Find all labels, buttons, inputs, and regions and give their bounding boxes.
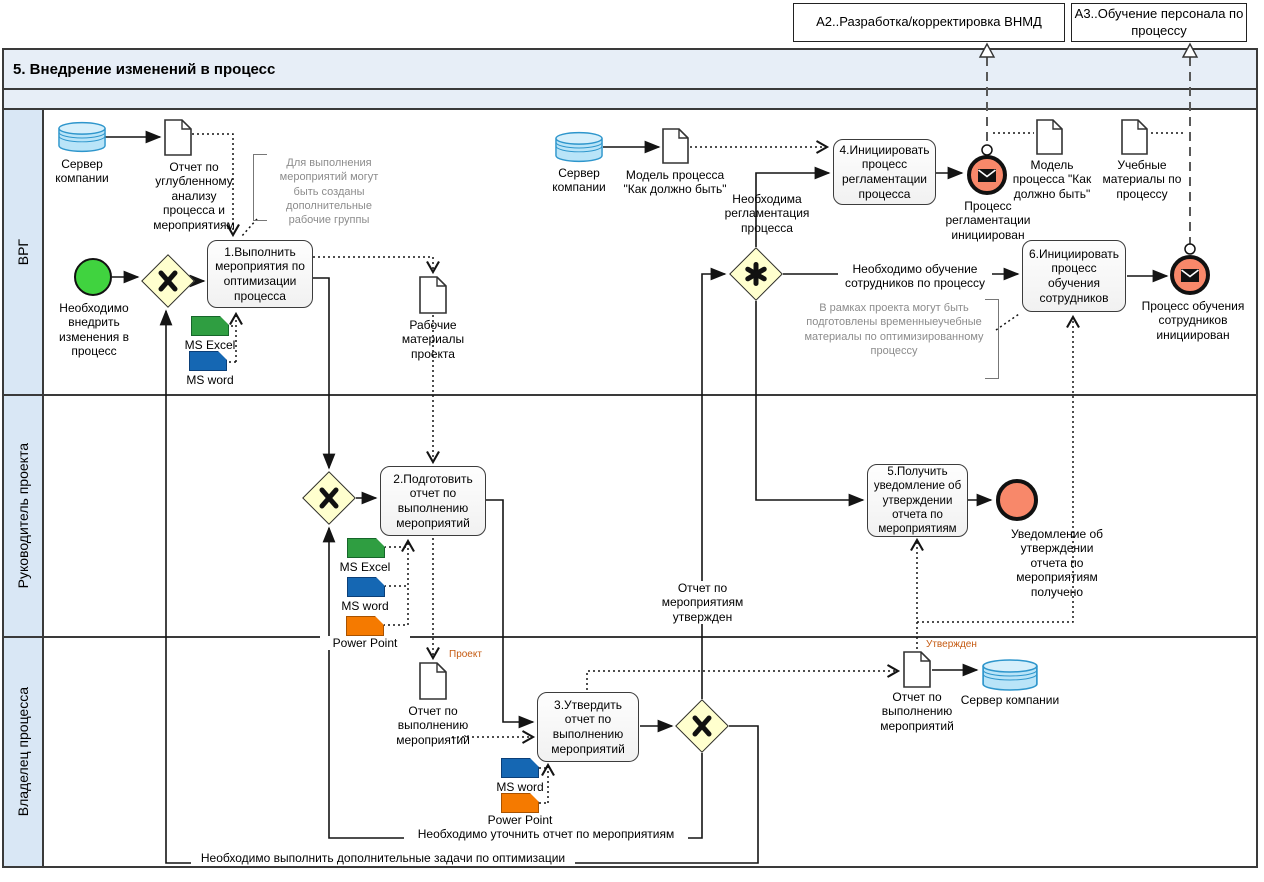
ms-excel-label-1: MS Excel bbox=[184, 338, 236, 352]
report-analysis-label: Отчет по углубленному анализу процесса и мероприятиям bbox=[153, 160, 235, 232]
xor-gateway-2-glyph bbox=[303, 472, 355, 524]
assoc-note2-task6 bbox=[996, 314, 1019, 330]
flow-label-need-training: Необходимо обучение сотрудников по процессу bbox=[838, 262, 992, 291]
end-notification-label: Уведомление об утверждении отчета по мероприятиям получено bbox=[1010, 527, 1104, 599]
task-5[interactable] bbox=[867, 464, 968, 537]
ms-word-label-3: MS word bbox=[496, 780, 544, 794]
link-anchor-circle-2 bbox=[1185, 244, 1195, 254]
ms-excel-folder-icon-1[interactable] bbox=[191, 316, 229, 336]
lane-project-manager-label: Руководитель проекта bbox=[15, 443, 31, 589]
data-object-report-analysis[interactable] bbox=[164, 119, 192, 156]
data-object-report-draft[interactable] bbox=[419, 662, 447, 700]
powerpoint-folder-icon-2[interactable] bbox=[346, 616, 384, 636]
tag-draft: Проект bbox=[449, 649, 482, 660]
ms-word-label-2: MS word bbox=[341, 599, 389, 613]
server2-label: Сервер компании bbox=[552, 166, 606, 195]
ms-excel-folder-icon-2[interactable] bbox=[347, 538, 385, 558]
asterisk-icon bbox=[744, 262, 768, 286]
task-5-label: 5.Получить уведомление об утверждении отчета по мероприятиям bbox=[873, 466, 962, 535]
database-cylinder-icon bbox=[58, 121, 106, 153]
task-1-label: 1.Выполнить мероприятия по оптимизации процесса bbox=[215, 244, 305, 303]
annotation-bracket-1 bbox=[253, 154, 267, 221]
data-object-work-materials[interactable] bbox=[419, 276, 447, 314]
start-event[interactable] bbox=[74, 258, 112, 296]
database-cylinder-icon bbox=[982, 659, 1038, 691]
external-process-a2[interactable] bbox=[793, 3, 1065, 42]
powerpoint-label-2: Power Point bbox=[320, 636, 410, 650]
powerpoint-folder-icon-3[interactable] bbox=[501, 793, 539, 813]
task-6-label: 6.Инициировать процесс обучения сотрудников bbox=[1029, 246, 1119, 305]
ms-word-folder-icon-2[interactable] bbox=[347, 577, 385, 597]
annotation-note-2: В рамках проекта могут быть подготовлены временныеучебные материалы по оптимизированному процессу bbox=[804, 302, 984, 357]
server3-label: Сервер компании bbox=[960, 693, 1060, 707]
xor-gateway-3-glyph bbox=[676, 700, 728, 752]
powerpoint-label-3: Power Point bbox=[487, 813, 553, 827]
open-triangle-a2 bbox=[980, 44, 994, 57]
end-reglamentation-label: Процесс регламентации инициирован bbox=[945, 199, 1031, 242]
flow-label-need-clarify: Необходимо уточнить отчет по мероприятиям bbox=[404, 827, 688, 841]
data-object-training-materials[interactable] bbox=[1121, 119, 1148, 155]
ms-word-folder-icon-1[interactable] bbox=[189, 351, 227, 371]
tag-approved: Утвержден bbox=[926, 639, 977, 650]
training-materials-label: Учебные материалы по процессу bbox=[1102, 158, 1182, 201]
assoc-note1-task1 bbox=[241, 219, 257, 237]
lane-vrg-label: ВРГ bbox=[15, 238, 31, 266]
data-object-report-approved[interactable] bbox=[903, 651, 931, 688]
server1-label: Сервер компании bbox=[55, 157, 109, 186]
flow-label-report-approved: Отчет по мероприятиям утвержден bbox=[656, 581, 749, 624]
task-2[interactable] bbox=[380, 466, 486, 536]
work-materials-label: Рабочие материалы проекта bbox=[401, 318, 465, 361]
flow-task2-task3 bbox=[486, 500, 533, 722]
ms-word-folder-icon-3[interactable] bbox=[501, 758, 539, 778]
flow-label-need-reglamentation: Необходима регламентация процесса bbox=[724, 192, 810, 235]
start-event-label: Необходимо внедрить изменения в процесс bbox=[59, 301, 129, 359]
external-process-a3[interactable] bbox=[1071, 3, 1247, 42]
database-server-company-2[interactable] bbox=[555, 131, 603, 163]
lane-process-owner-label: Владелец процесса bbox=[15, 687, 31, 817]
xor-gateway-1-glyph bbox=[142, 255, 194, 307]
process-model-2-label: Модель процесса "Как должно быть" bbox=[1012, 158, 1092, 201]
report-draft-label: Отчет по выполнению мероприятий bbox=[396, 704, 470, 747]
x-icon bbox=[318, 487, 340, 509]
end-training-label: Процесс обучения сотрудников инициирован bbox=[1141, 299, 1245, 342]
document-icon bbox=[419, 276, 447, 314]
database-server-company-3[interactable] bbox=[982, 659, 1038, 691]
document-icon bbox=[419, 662, 447, 700]
flow-gw3-complexgw bbox=[702, 274, 725, 699]
document-icon bbox=[903, 651, 931, 688]
process-model-1-label: Модель процесса "Как должно быть" bbox=[623, 168, 727, 197]
ms-excel-label-2: MS Excel bbox=[339, 560, 391, 574]
task-3-label: 3.Утвердить отчет по выполнению мероприятий bbox=[551, 697, 625, 756]
task-3[interactable] bbox=[537, 692, 639, 762]
end-event-notification[interactable] bbox=[996, 479, 1038, 521]
task-2-label: 2.Подготовить отчет по выполнению мероприятий bbox=[393, 471, 473, 530]
message-end-event-reglamentation[interactable] bbox=[967, 155, 1007, 195]
database-server-company-1[interactable] bbox=[58, 121, 106, 153]
report-approved-label: Отчет по выполнению мероприятий bbox=[880, 690, 954, 733]
document-icon bbox=[662, 128, 689, 164]
task-6[interactable] bbox=[1022, 240, 1126, 312]
external-process-a3-label: А3..Обучение персонала по процессу bbox=[1074, 6, 1244, 38]
external-process-a2-label: А2..Разработка/корректировка ВНМД bbox=[816, 14, 1042, 30]
message-icon bbox=[1181, 269, 1199, 282]
task-4-label: 4.Инициировать процесс регламентации процесса bbox=[839, 142, 930, 201]
assoc-task1-materials bbox=[313, 257, 433, 272]
complex-gateway-glyph bbox=[730, 248, 782, 300]
data-object-process-model-2[interactable] bbox=[1036, 119, 1063, 155]
assoc-task3-approvedreport bbox=[587, 671, 898, 690]
pool-title: 5. Внедрение изменений в процесс bbox=[13, 60, 276, 78]
document-icon bbox=[1121, 119, 1148, 155]
open-triangle-a3 bbox=[1183, 44, 1197, 57]
document-icon bbox=[164, 119, 192, 156]
message-icon bbox=[978, 169, 996, 182]
x-icon bbox=[691, 715, 713, 737]
flow-label-need-additional: Необходимо выполнить дополнительные задачи по оптимизации bbox=[191, 851, 575, 865]
data-object-process-model-1[interactable] bbox=[662, 128, 689, 164]
x-icon bbox=[157, 270, 179, 292]
flow-task1-gw2 bbox=[313, 278, 329, 468]
message-end-event-training[interactable] bbox=[1170, 255, 1210, 295]
task-4[interactable] bbox=[833, 139, 936, 205]
ms-word-label-1: MS word bbox=[186, 373, 234, 387]
document-icon bbox=[1036, 119, 1063, 155]
task-1[interactable] bbox=[207, 240, 313, 308]
annotation-note-1: Для выполнения мероприятий могут быть созданы дополнительные рабочие группы bbox=[279, 157, 379, 227]
database-cylinder-icon bbox=[555, 131, 603, 163]
link-anchor-circle-1 bbox=[982, 145, 992, 155]
